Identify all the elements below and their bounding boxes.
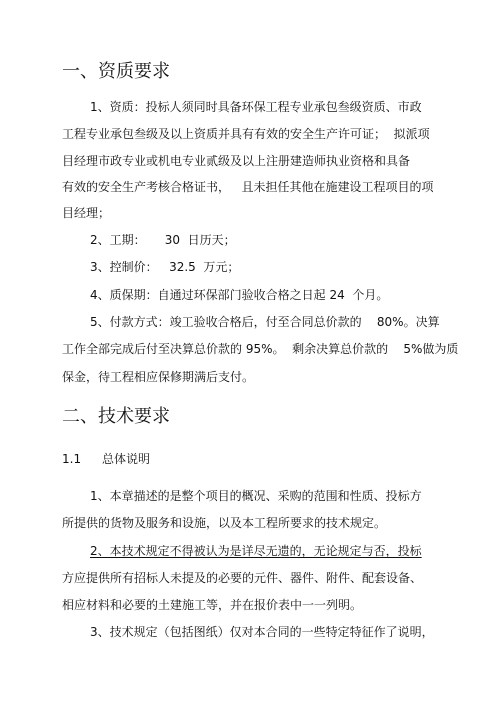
paragraph-line: 相应材料和必要的土建施工等，并在报价表中一一列明。	[62, 598, 363, 612]
paragraph-line: 3、控制价： 32.5 万元；	[90, 260, 240, 274]
paragraph-line: 1、本章描述的是整个项目的概况、采购的范围和性质、投标方	[90, 489, 422, 503]
paragraph-line-underlined: 2、本技术规定不得被认为是详尽无遗的，无论规定与否，投标	[90, 544, 422, 558]
subsection-number: 1.1	[62, 452, 82, 466]
paragraph-line: 4、质保期：自通过环保部门验收合格之日起 24 个月。	[90, 288, 389, 302]
paragraph-line: 5、付款方式：竣工验收合格后，付至合同总价款的 80%。决算	[90, 315, 440, 329]
paragraph-line: 3、技术规定（包括图纸）仅对本合同的一些特定特征作了说明，	[90, 625, 434, 639]
section2-heading: 二、技术要求	[62, 406, 170, 427]
subsection-title: 总体说明	[102, 452, 151, 466]
paragraph-line: 1、资质：投标人须同时具备环保工程专业承包叁级资质、市政	[90, 100, 422, 114]
paragraph-line: 有效的安全生产考核合格证书， 且未担任其他在施建设工程项目的项	[62, 180, 434, 194]
paragraph-line: 所提供的货物及服务和设施，以及本工程所要求的技术规定。	[62, 516, 387, 530]
paragraph-line: 2、工期： 30 日历天；	[90, 233, 236, 247]
paragraph-line: 保金，待工程相应保修期满后支付。	[62, 370, 255, 384]
section1-heading: 一、资质要求	[62, 61, 170, 82]
paragraph-line: 工程专业承包叁级及以上资质并具有有效的安全生产许可证； 拟派项	[62, 127, 430, 141]
paragraph-line: 工作全部完成后付至决算总价款的 95%。 剩余决算总价款的 5%做为质	[62, 342, 459, 356]
paragraph-line: 目经理市政专业或机电专业贰级及以上注册建造师执业资格和具备	[62, 154, 411, 168]
paragraph-line: 目经理；	[62, 206, 111, 220]
paragraph-line: 方应提供所有招标人未提及的必要的元件、器件、附件、配套设备、	[62, 571, 423, 585]
